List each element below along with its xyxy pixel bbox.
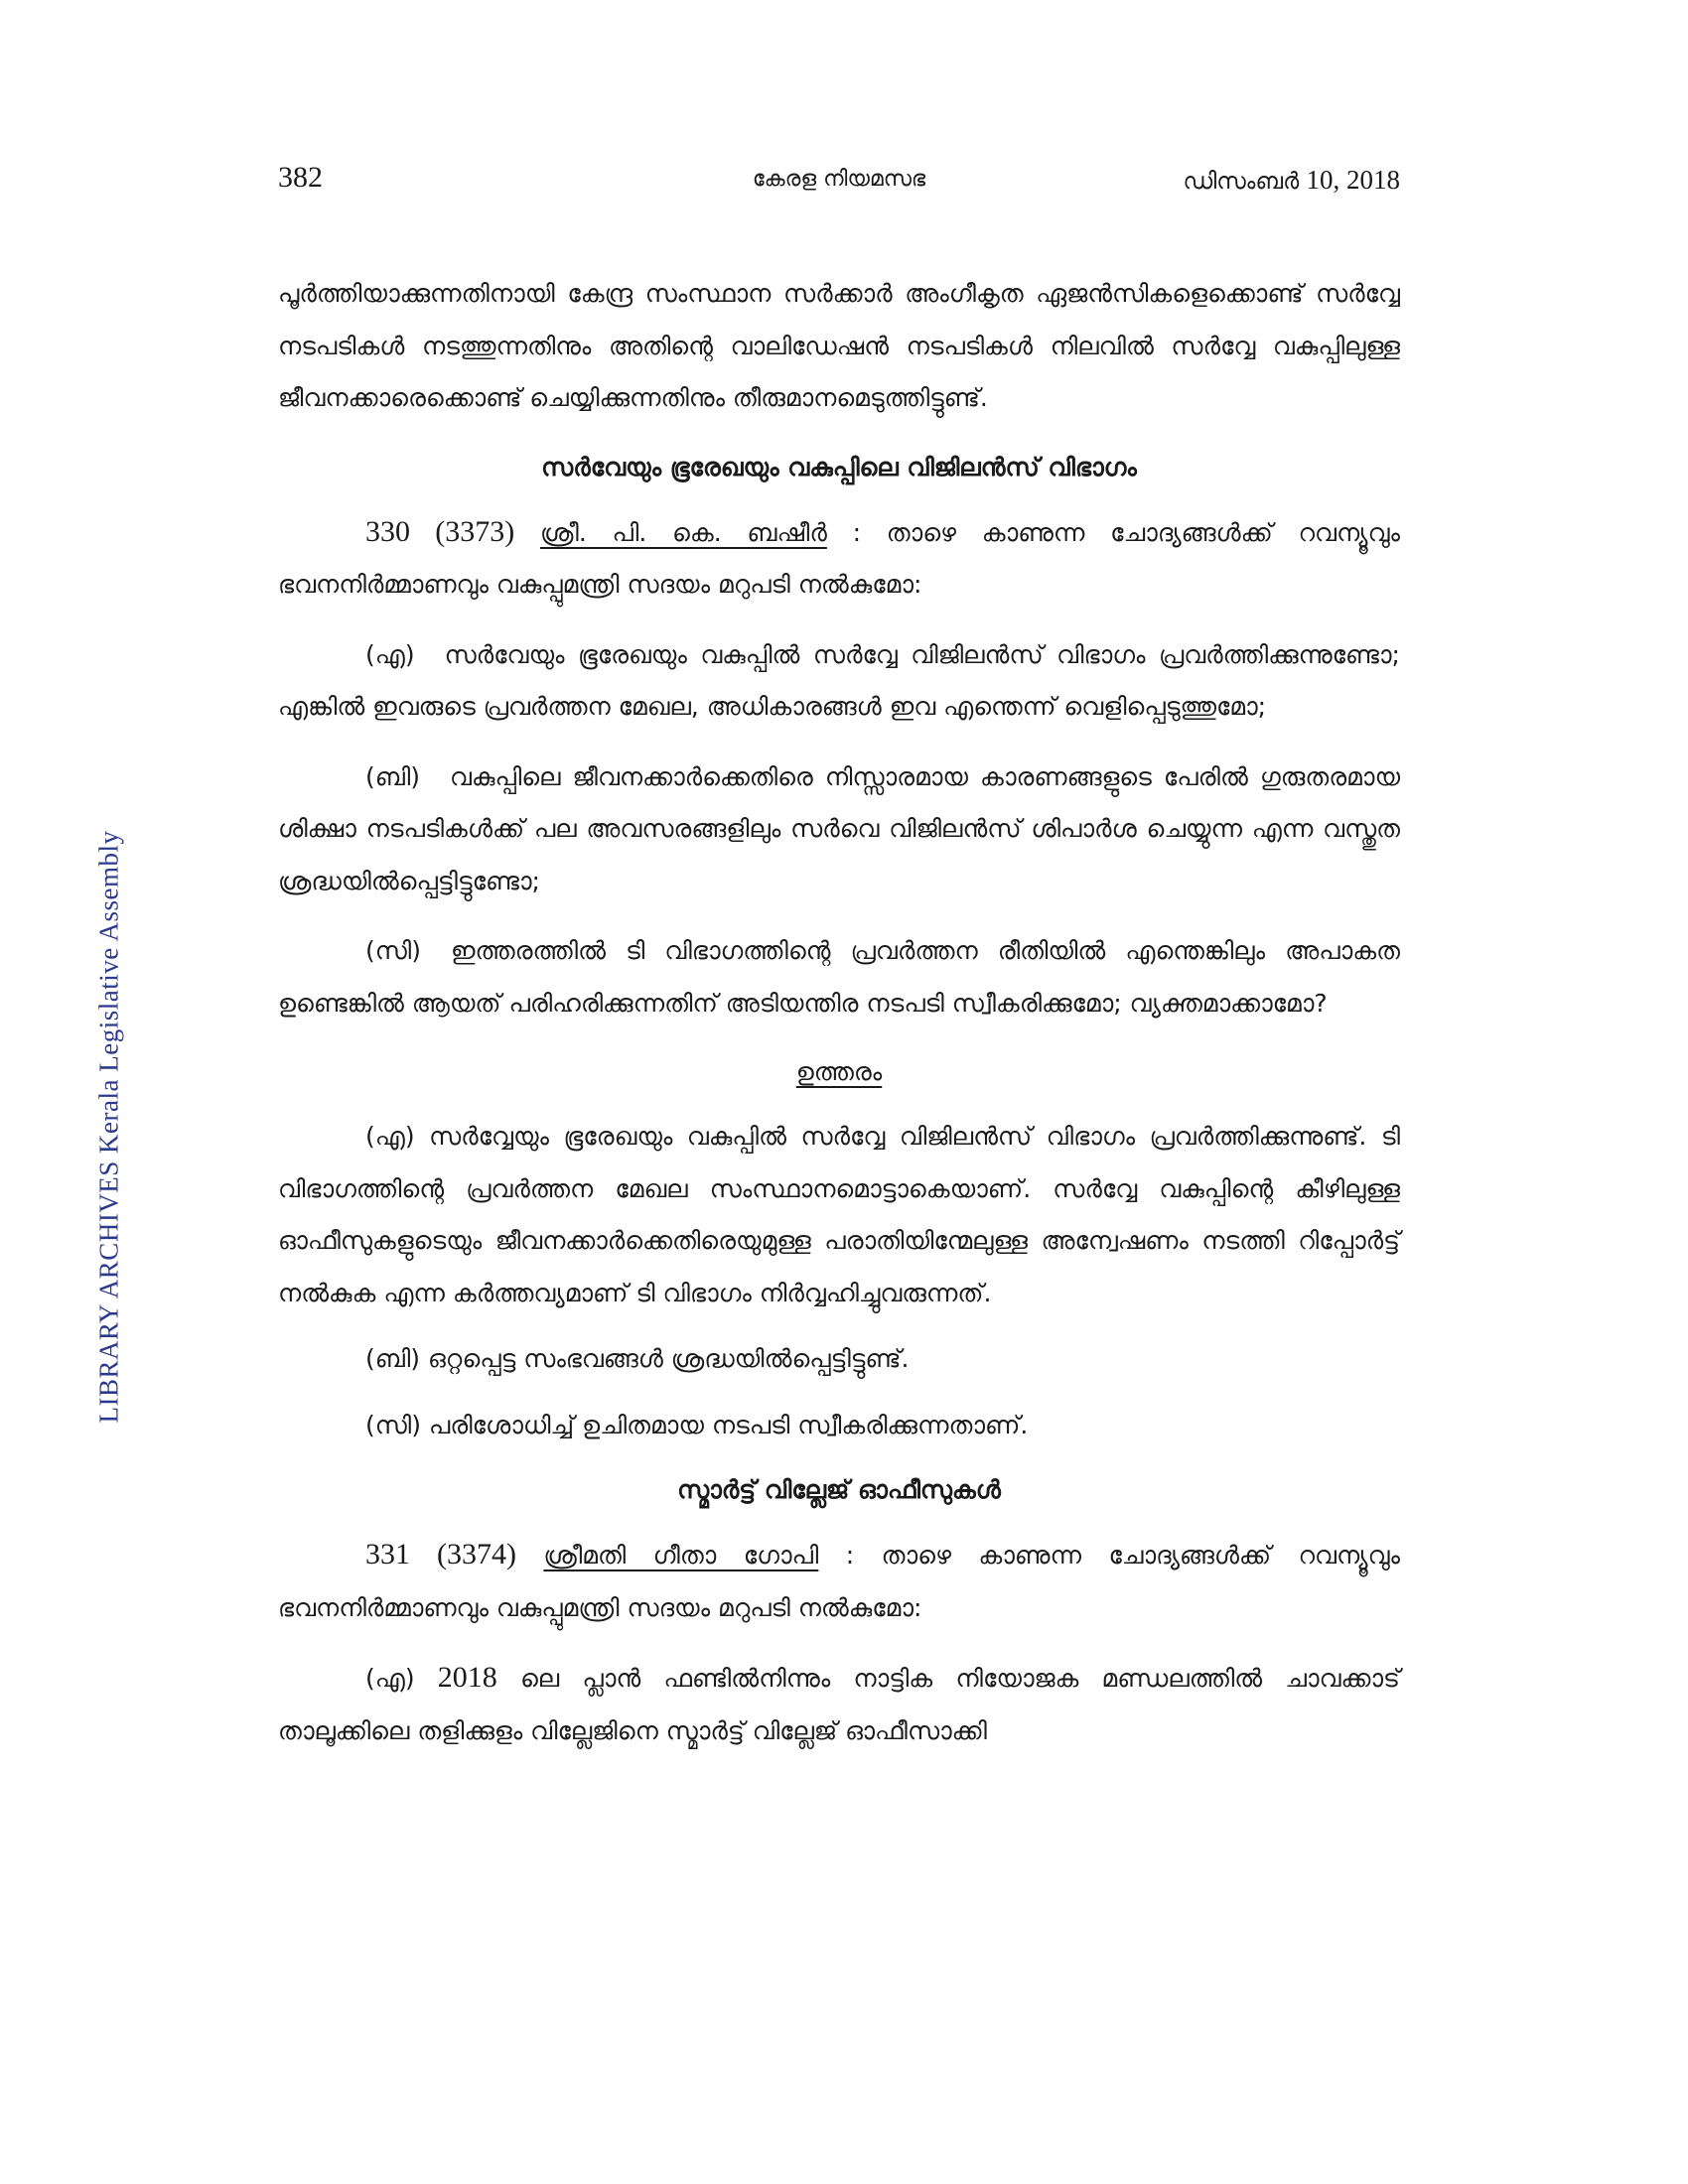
option-label-b: (ബി) [365, 761, 421, 791]
question-lead: : താഴെ കാണുന്ന ചോദ്യങ്ങൾക്ക് റവന്യൂവും ഭവനനിർമ്മാണവും വകുപ്പുമന്ത്രി സദയം മറുപടി നൽകുമോ: [278, 517, 1401, 599]
document-body [278, 268, 1400, 1757]
question-b [278, 751, 1400, 908]
plan-year: 2018 [437, 1661, 497, 1694]
question-a-text: സർവേയും ഭൂരേഖയും വകുപ്പിൽ സർവ്വേ വിജിലൻസ് വിഭാഗം പ്രവർത്തിക്കുന്നുണ്ടോ; എങ്കിൽ ഇവരുടെ പ്രവർത്തന മേഖല, അധികാരങ്ങൾ ഇവ എന്തെന്ന് വെളിപ്പെടുത്തുമോ; [278, 639, 1400, 721]
section-heading-vigilance: സർവേയും ഭൂരേഖയും വകുപ്പിലെ വിജിലൻസ് വിഭാഗം [541, 452, 1137, 481]
question-330-intro [278, 506, 1400, 612]
question-number: 330 (3373) [365, 514, 515, 548]
question-a [278, 629, 1400, 734]
question-331-a [278, 1652, 1400, 1757]
member-name: ശ്രീ. പി. കെ. ബഷീർ [540, 517, 827, 547]
section-heading-smart-village: സ്മാർട്ട് വില്ലേജ് ഓഫീസുകൾ [677, 1475, 1001, 1504]
page-number: 382 [278, 161, 323, 194]
member-name: ശ്രീമതി ഗീതാ ഗോപി [543, 1541, 819, 1570]
question-c-text: ഇത്തരത്തിൽ ടി വിഭാഗത്തിന്റെ പ്രവർത്തന രീതിയിൽ എന്തെങ്കിലും അപാകത ഉണ്ടെങ്കിൽ ആയത് പരിഹരിക്കുന്നതിന് അടിയന്തിര നടപടി സ്വീകരിക്കുമോ; വ്യക്തമാക്കാമോ? [278, 936, 1400, 1018]
page-header [278, 161, 1400, 201]
question-331-intro [278, 1529, 1400, 1634]
option-label-a: (എ) [365, 639, 415, 669]
question-c [278, 925, 1400, 1029]
assembly-name: കേരള നിയമസഭ [752, 167, 926, 192]
question-lead: : താഴെ കാണുന്ന ചോദ്യങ്ങൾക്ക് റവന്യൂവും ഭവനനിർമ്മാണവും വകുപ്പുമന്ത്രി സദയം മറുപടി നൽകുമോ: [278, 1541, 1401, 1622]
answer-a: (എ) സർവ്വേയും ഭൂരേഖയും വകുപ്പിൽ സർവ്വേ വിജിലൻസ് വിഭാഗം പ്രവർത്തിക്കുന്നുണ്ട്. ടി വിഭാഗത്തിന്റെ പ്രവർത്തന മേഖല സംസ്ഥാനമൊട്ടാകെയാണ്. സർവ്വേ വകുപ്പിന്റെ കീഴിലുള്ള ഓഫീസുകളുടെയും ജീവനക്കാർക്കെതിരെയുമുള്ള പരാതിയിന്മേലുള്ള അന്വേഷണം നടത്തി റിപ്പോർട്ട് നൽകുക എന്ന കർത്തവ്യമാണ് ടി വിഭാഗം നിർവ്വഹിച്ചുവരുന്നത്. [278, 1122, 1400, 1307]
date-rest: 10, 2018 [1306, 165, 1400, 195]
question-number: 331 (3374) [365, 1538, 516, 1570]
answer-heading-text: ഉത്തരം [795, 1057, 883, 1086]
option-label-c: (സി) [365, 936, 421, 965]
answer-b: (ബി) ഒറ്റപ്പെട്ട സംഭവങ്ങൾ ശ്രദ്ധയിൽപ്പെട്ടിട്ടുണ്ട്. [365, 1344, 910, 1373]
option-label-a: (എ) [365, 1664, 415, 1693]
archive-watermark: LIBRARY ARCHIVES Kerala Legislative Assembly [93, 830, 124, 1424]
answer-heading [278, 1047, 1400, 1097]
header-date [1184, 165, 1400, 196]
question-b-text: വകുപ്പിലെ ജീവനക്കാർക്കെതിരെ നിസ്സാരമായ കാരണങ്ങളുടെ പേരിൽ ഗുരുതരമായ ശിക്ഷാ നടപടികൾക്ക് പല അവസരങ്ങളിലും സർവെ വിജിലൻസ് ശിപാർശ ചെയ്യുന്ന എന്ന വസ്തുത ശ്രദ്ധയിൽപ്പെട്ടിട്ടുണ്ടോ; [278, 761, 1400, 895]
answer-c: (സി) പരിശോധിച്ച് ഉചിതമായ നടപടി സ്വീകരിക്കുന്നതാണ്. [365, 1410, 1029, 1439]
intro-paragraph: പൂർത്തിയാക്കുന്നതിനായി കേന്ദ്ര സംസ്ഥാന സർക്കാർ അംഗീകൃത ഏജൻസികളെക്കൊണ്ട് സർവ്വേ നടപടികൾ നടത്തുന്നതിനും അതിന്റെ വാലിഡേഷൻ നടപടികൾ നിലവിൽ സർവ്വേ വകുപ്പിലുള്ള ജീവനക്കാരെക്കൊണ്ട് ചെയ്യിക്കുന്നതിനും തീരുമാനമെടുത്തിട്ടുണ്ട്. [278, 279, 1400, 412]
date-month: ഡിസംബർ [1183, 169, 1300, 195]
question-331-a-text: ലെ പ്ലാൻ ഫണ്ടിൽനിന്നും നാട്ടിക നിയോജക മണ്ഡലത്തിൽ ചാവക്കാട് താലൂക്കിലെ തളിക്കുളം വില്ലേജിനെ സ്മാർട്ട് വില്ലേജ് ഓഫീസാക്കി [278, 1664, 1400, 1745]
